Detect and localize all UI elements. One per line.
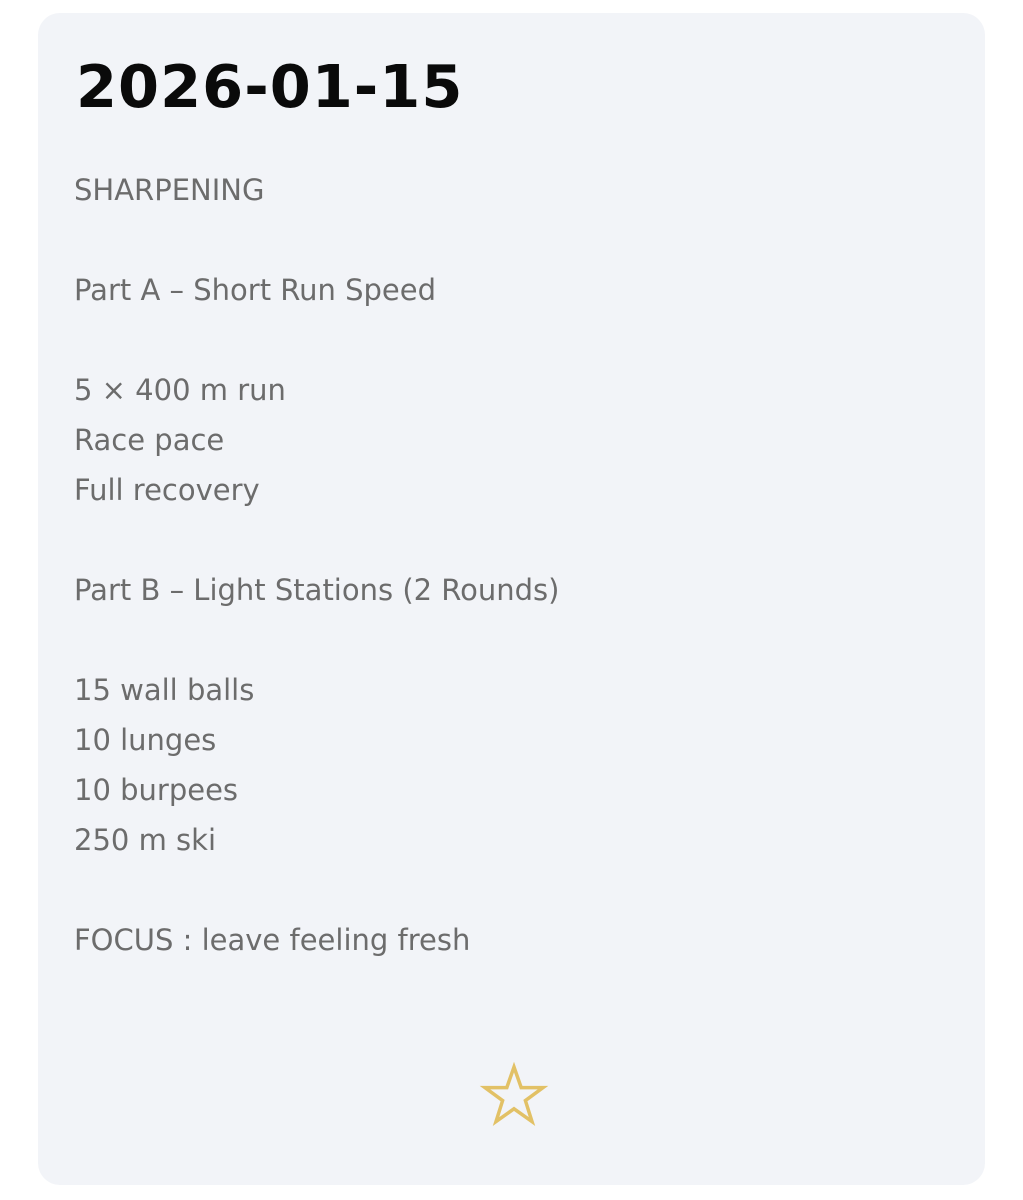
part-a-exercise: 5 × 400 m run — [74, 373, 286, 407]
favorite-star-button[interactable] — [478, 1061, 550, 1133]
part-a-recovery: Full recovery — [74, 473, 260, 507]
blank-line — [74, 615, 559, 665]
workout-type-label: SHARPENING — [74, 173, 265, 207]
star-outline-icon — [478, 1061, 550, 1133]
workout-description — [74, 165, 559, 965]
workout-date-title: 2026-01-15 — [76, 52, 464, 121]
part-b-exercise: 250 m ski — [74, 823, 216, 857]
blank-line — [74, 315, 559, 365]
workout-card — [38, 13, 985, 1185]
part-b-exercise: 10 burpees — [74, 773, 239, 807]
part-a-pace: Race pace — [74, 423, 225, 457]
part-b-exercise: 15 wall balls — [74, 673, 255, 707]
blank-line — [74, 865, 559, 915]
part-a-heading: Part A – Short Run Speed — [74, 273, 437, 307]
part-b-heading: Part B – Light Stations (2 Rounds) — [74, 573, 560, 607]
blank-line — [74, 515, 559, 565]
focus-note: FOCUS : leave feeling fresh — [74, 923, 471, 957]
blank-line — [74, 215, 559, 265]
part-b-exercise: 10 lunges — [74, 723, 217, 757]
